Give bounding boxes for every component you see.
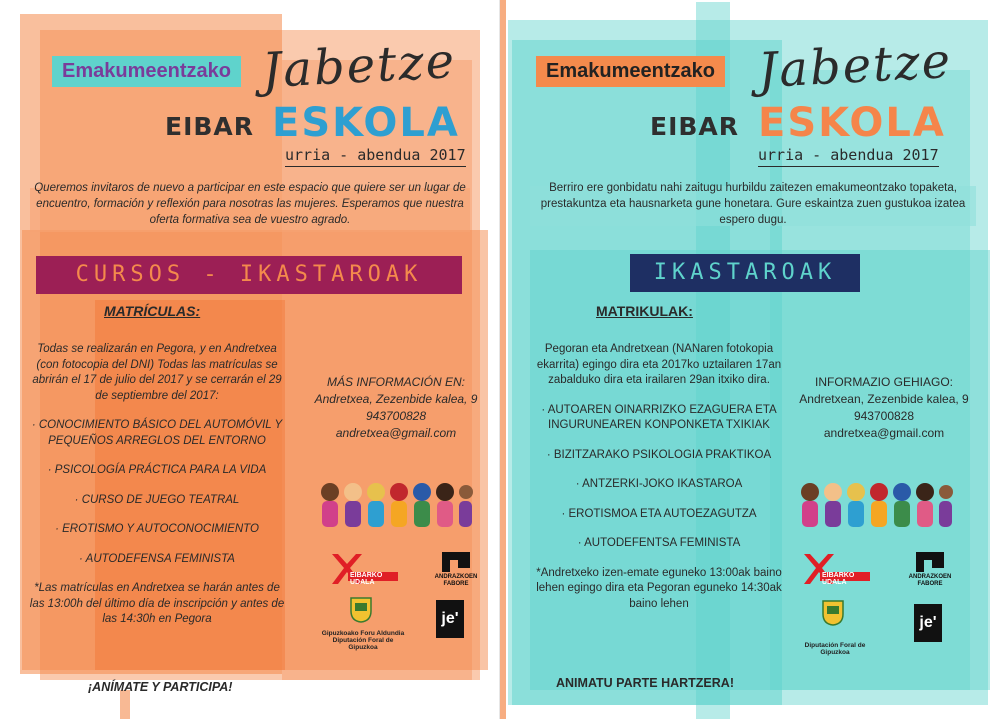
info-email[interactable]: andretxea@gmail.com (823, 426, 945, 440)
udala-text: EIBARKO UDALA (822, 572, 855, 586)
note-paragraph: *Andretxeko izen-emate eguneko 13:00ak baino lehen egingo dira eta Pegoran eguneko 14:30ak baino lehen (536, 566, 782, 610)
school-title: ESKOLA (272, 100, 460, 146)
center-fold (499, 0, 500, 719)
note-paragraph: *Las matrículas en Andretxea se harán antes de las 13:00h del último día de inscripción y antes de las 14:30h en Pegora (29, 582, 285, 625)
section-banner: CURSOS - IKASTAROAK (36, 256, 462, 294)
bg-layer (120, 690, 130, 719)
course-item: · PSICOLOGÍA PRÁCTICA PARA LA VIDA (47, 464, 267, 476)
bg-layer (500, 0, 506, 719)
course-item: · AUTODEFENTSA FEMINISTA (577, 537, 741, 549)
right-flyer-basque (500, 0, 1000, 719)
info-email[interactable]: andretxea@gmail.com (335, 426, 457, 440)
diputacion-line-1: Gipuzkoako Foru Aldundia (321, 630, 405, 637)
course-item: · AUTOAREN OINARRIZKO EZAGUERA ETA INGURUNEAREN KONPONKETA TXIKIAK (541, 403, 777, 431)
info-title: INFORMAZIO GEHIAGO: (814, 375, 953, 389)
je-logo: je' (436, 600, 464, 638)
course-item: · BIZITZARAKO PSIKOLOGIA PRAKTIKOA (546, 448, 772, 461)
course-item: · EROTISMOA ETA AUTOEZAGUTZA (561, 507, 757, 520)
info-phone: 943700828 (365, 409, 427, 423)
eibarko-udala-logo (330, 552, 400, 586)
badge: Emakumeentzako (52, 56, 241, 87)
andrazkoen-fabore-logo (434, 550, 478, 590)
course-item: · ANTZERKI-JOKO IKASTAROA (575, 478, 743, 490)
enrollment-paragraph: Pegoran eta Andretxean (NANaren fotokopia ekarrita) egingo dira eta 2017ko uztailaren 17an zabalduko dira eta irailaren 29an itxiko dira. (536, 343, 782, 386)
matrikulak-title: MATRIKULAK: (596, 303, 693, 319)
script-title: Jabetze (756, 32, 954, 100)
eibarko-udala-logo (802, 552, 872, 586)
city-name: EIBAR (165, 112, 255, 141)
script-title: Jabetze (260, 32, 458, 100)
info-phone: 943700828 (853, 409, 915, 423)
course-item: · CONOCIMIENTO BÁSICO DEL AUTOMÓVIL Y PEQUEÑOS ARREGLOS DEL ENTORNO (31, 419, 283, 447)
intro-text: Berriro ere gonbidatu nahi zaitugu hurbildu zaitezen emakumeontzako topaketa, prestakuntza eta hausnarketa gune honetara. Gure eskaintza zuen gustukoa izatea espero dugu. (540, 182, 966, 226)
women-group-illustration (798, 478, 954, 530)
course-list (526, 342, 792, 626)
info-title: MÁS INFORMACIÓN EN: (326, 375, 465, 389)
info-address: Andretxea, Zezenbide kalea, 9 (314, 392, 478, 406)
section-banner: IKASTAROAK (630, 254, 860, 292)
info-block (298, 374, 494, 442)
andrazkoen-fabore-logo (908, 550, 952, 590)
dates: urria - abendua 2017 (758, 146, 939, 167)
diputacion-text (318, 630, 408, 651)
women-group-illustration (318, 478, 474, 530)
gipuzkoa-shield-logo (350, 597, 372, 623)
udala-text: EIBARKO UDALA (350, 572, 383, 586)
city-name: EIBAR (650, 112, 740, 141)
course-item: · EROTISMO Y AUTOCONOCIMIENTO (55, 523, 259, 535)
intro-text: Queremos invitaros de nuevo a participar en este espacio que quiere ser un lugar de encuentro, formación y reflexión para nosotras las mujeres. Esperamos que nuestra oferta formativa sea de vuestro agrado. (34, 182, 466, 226)
diputacion-text: Diputación Foral de Gipuzkoa (804, 642, 866, 656)
je-logo: je' (914, 604, 942, 642)
gipuzkoa-shield-logo (822, 600, 844, 626)
andrazkoen-text: ANDRAZKOEN FABORE (434, 574, 478, 587)
diputacion-line-2: Diputación Foral de Gipuzkoa (332, 637, 394, 651)
course-list (26, 342, 288, 642)
enrollment-paragraph: Todas se realizarán en Pegora, y en Andretxea (con fotocopia del DNI) Todas las matrículas se abrirán el 17 de julio del 2017 y se cerrarán el 29 de septiembre del 2017: (32, 343, 282, 402)
school-title: ESKOLA (758, 100, 946, 146)
course-item: · CURSO DE JUEGO TEATRAL (74, 493, 240, 506)
matriculas-title: MATRÍCULAS: (104, 303, 201, 319)
info-address: Andretxean, Zezenbide kalea, 9 (799, 392, 969, 406)
dates: urria - abendua 2017 (285, 146, 466, 167)
andrazkoen-text: ANDRAZKOEN FABORE (908, 574, 952, 587)
call-to-action: ¡ANÍMATE Y PARTICIPA! (88, 680, 233, 694)
call-to-action: ANIMATU PARTE HARTZERA! (556, 676, 734, 690)
info-block (784, 374, 984, 442)
course-item: · AUTODEFENSA FEMINISTA (79, 552, 235, 565)
badge: Emakumeentzako (536, 56, 725, 87)
